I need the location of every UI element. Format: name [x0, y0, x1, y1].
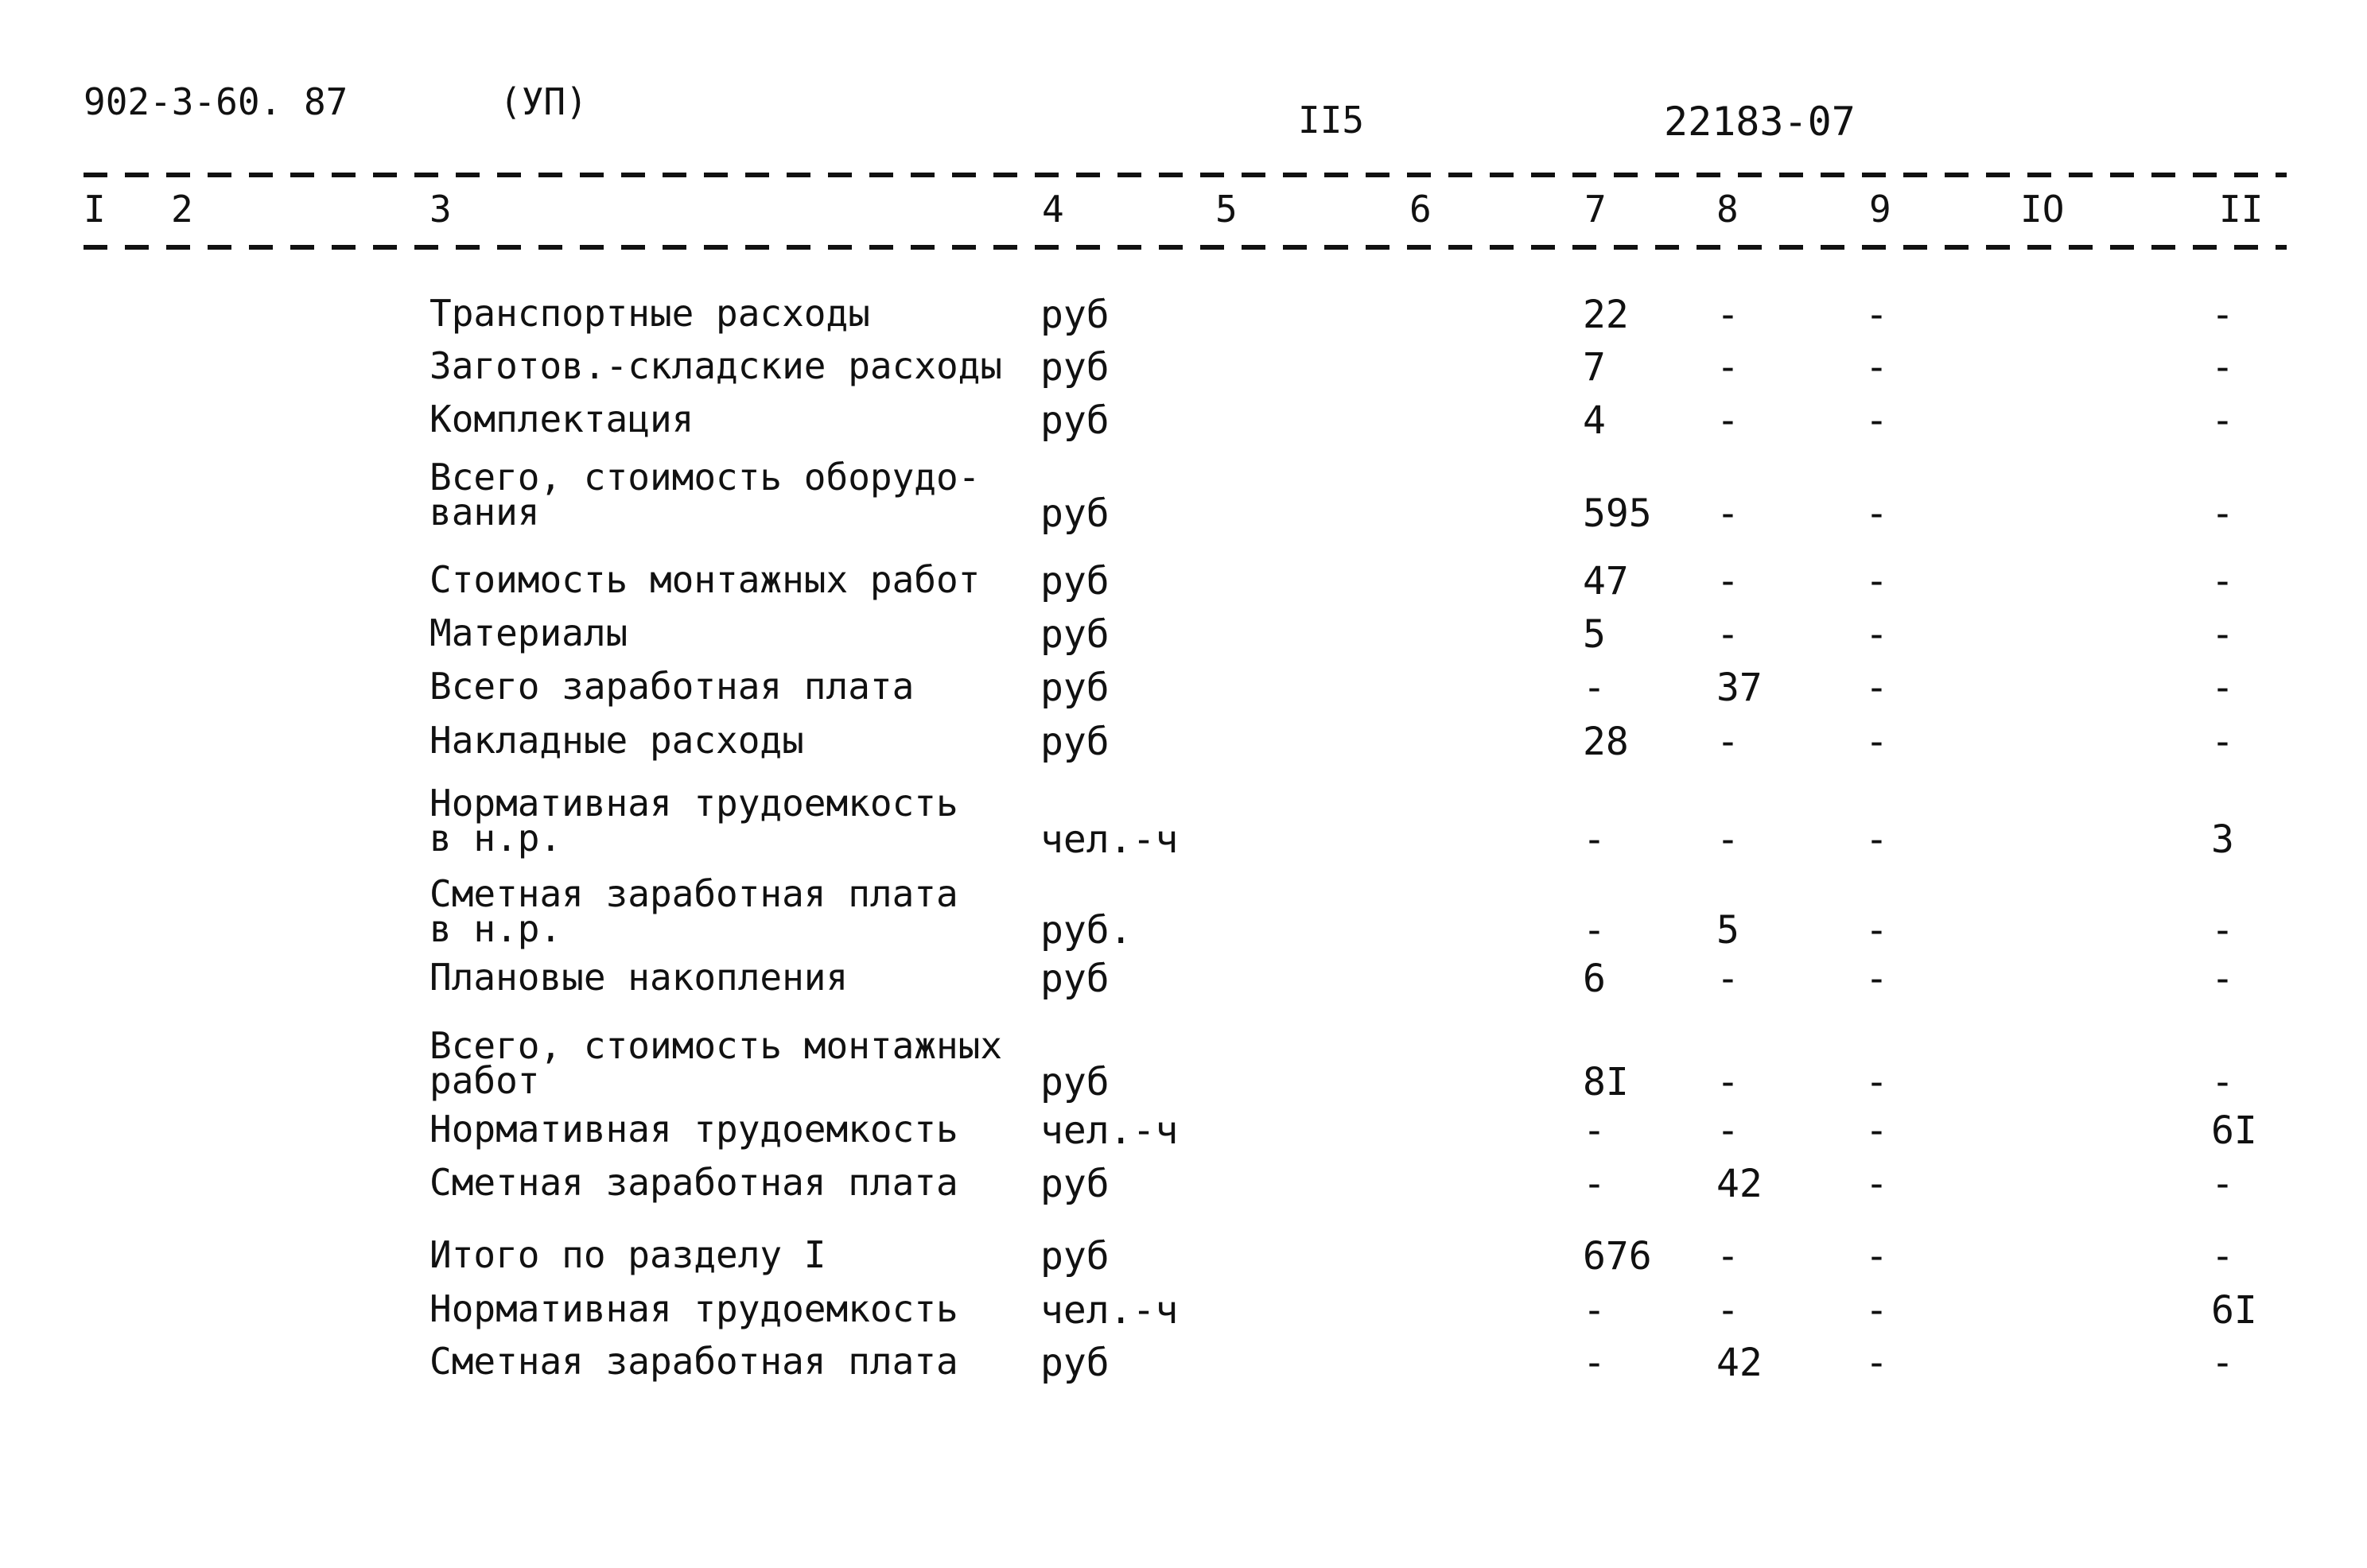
row-description: Накладные расходы	[429, 719, 804, 762]
row-col9-value: -	[1865, 612, 1888, 657]
row-col11-value: -	[2211, 559, 2234, 604]
table-row	[0, 719, 2367, 786]
row-description: Сметная заработная плата	[429, 1161, 958, 1204]
row-col7-value: -	[1583, 1108, 1606, 1153]
column-number-2: 2	[171, 188, 193, 231]
row-col7-value: 595	[1583, 491, 1652, 536]
row-col9-value: -	[1865, 1341, 1888, 1385]
row-col7-value: 4	[1583, 398, 1606, 443]
table-row	[0, 1024, 2367, 1104]
row-description: Всего, стоимость оборудо- вания	[429, 456, 981, 534]
row-unit: руб	[1040, 666, 1110, 710]
row-unit: руб.	[1040, 908, 1133, 953]
row-col11-value: -	[2211, 1234, 2234, 1279]
row-col8-value: 37	[1716, 666, 1763, 710]
row-col8-value: 5	[1716, 908, 1739, 953]
table-row	[0, 956, 2367, 1023]
row-col9-value: -	[1865, 1162, 1888, 1206]
row-col9-value: -	[1865, 666, 1888, 710]
row-col11-value: 6I	[2211, 1288, 2257, 1333]
row-col9-value: -	[1865, 957, 1888, 1001]
row-description: Нормативная трудоемкость	[429, 1287, 958, 1330]
page-number: II5	[1298, 99, 1365, 142]
column-number-1: I	[84, 188, 106, 231]
row-unit: руб	[1040, 612, 1110, 657]
row-col9-value: -	[1865, 293, 1888, 337]
row-col7-value: 47	[1583, 559, 1629, 604]
row-col9-value: -	[1865, 1060, 1888, 1104]
table-row	[0, 456, 2367, 536]
row-unit: чел.-ч	[1040, 817, 1179, 862]
row-col7-value: 6	[1583, 957, 1606, 1001]
row-col9-value: -	[1865, 817, 1888, 862]
row-description: Нормативная трудоемкость в н.р.	[429, 782, 958, 860]
column-number-10: IO	[2020, 188, 2065, 231]
row-col8-value: -	[1716, 1234, 1739, 1279]
row-description: Плановые накопления	[429, 956, 849, 999]
row-description: Транспортные расходы	[429, 292, 870, 335]
row-col8-value: -	[1716, 1288, 1739, 1333]
row-col9-value: -	[1865, 398, 1888, 443]
row-col8-value: -	[1716, 612, 1739, 657]
row-description: Материалы	[429, 611, 628, 654]
row-col7-value: 676	[1583, 1234, 1652, 1279]
row-col11-value: -	[2211, 666, 2234, 710]
row-col11-value: -	[2211, 491, 2234, 536]
row-unit: руб	[1040, 491, 1110, 536]
row-unit: руб	[1040, 398, 1110, 443]
row-unit: руб	[1040, 957, 1110, 1001]
table-row	[0, 1161, 2367, 1228]
row-col8-value: -	[1716, 491, 1739, 536]
row-col8-value: -	[1716, 398, 1739, 443]
header-bottom-rule	[84, 245, 2287, 250]
row-unit: руб	[1040, 293, 1110, 337]
row-col11-value: 3	[2211, 817, 2234, 862]
row-col11-value: -	[2211, 908, 2234, 953]
row-unit: руб	[1040, 1060, 1110, 1104]
row-col11-value: -	[2211, 1341, 2234, 1385]
row-col8-value: -	[1716, 817, 1739, 862]
document-mark: (УП)	[499, 80, 588, 123]
row-description: Сметная заработная плата	[429, 1340, 958, 1383]
row-col7-value: -	[1583, 908, 1606, 953]
row-col7-value: 22	[1583, 293, 1629, 337]
row-col8-value: -	[1716, 559, 1739, 604]
column-number-5: 5	[1215, 188, 1238, 231]
row-col9-value: -	[1865, 559, 1888, 604]
row-col7-value: -	[1583, 1162, 1606, 1206]
row-col9-value: -	[1865, 1108, 1888, 1153]
row-col8-value: -	[1716, 1060, 1739, 1104]
table-row	[0, 782, 2367, 862]
row-description: Нормативная трудоемкость	[429, 1108, 958, 1151]
column-number-6: 6	[1409, 188, 1432, 231]
row-col8-value: 42	[1716, 1341, 1763, 1385]
column-number-9: 9	[1869, 188, 1891, 231]
row-col9-value: -	[1865, 908, 1888, 953]
row-col11-value: -	[2211, 720, 2234, 764]
row-description: Всего, стоимость монтажных работ	[429, 1024, 1003, 1102]
document-number: 902-3-60. 87	[84, 80, 348, 123]
row-unit: чел.-ч	[1040, 1288, 1179, 1333]
row-col11-value: 6I	[2211, 1108, 2257, 1153]
row-col8-value: -	[1716, 720, 1739, 764]
row-col11-value: -	[2211, 345, 2234, 390]
row-col11-value: -	[2211, 398, 2234, 443]
table-row	[0, 872, 2367, 953]
document-code: 22183-07	[1664, 99, 1856, 145]
column-number-11: II	[2219, 188, 2264, 231]
column-number-7: 7	[1584, 188, 1607, 231]
row-col9-value: -	[1865, 1234, 1888, 1279]
row-col11-value: -	[2211, 1162, 2234, 1206]
row-col8-value: -	[1716, 1108, 1739, 1153]
table-row	[0, 398, 2367, 465]
row-description: Комплектация	[429, 398, 694, 441]
row-unit: руб	[1040, 720, 1110, 764]
row-description: Всего заработная плата	[429, 665, 915, 708]
row-unit: руб	[1040, 345, 1110, 390]
column-number-8: 8	[1716, 188, 1739, 231]
row-unit: чел.-ч	[1040, 1108, 1179, 1153]
row-col9-value: -	[1865, 491, 1888, 536]
row-col7-value: 5	[1583, 612, 1606, 657]
row-col9-value: -	[1865, 345, 1888, 390]
row-unit: руб	[1040, 1234, 1110, 1279]
row-col8-value: -	[1716, 293, 1739, 337]
header-top-rule	[84, 173, 2287, 177]
row-col7-value: 8I	[1583, 1060, 1629, 1104]
row-description: Итого по разделу I	[429, 1233, 826, 1276]
row-description: Стоимость монтажных работ	[429, 558, 981, 601]
row-col7-value: -	[1583, 1288, 1606, 1333]
row-col8-value: -	[1716, 345, 1739, 390]
row-unit: руб	[1040, 559, 1110, 604]
row-col9-value: -	[1865, 1288, 1888, 1333]
row-col8-value: 42	[1716, 1162, 1763, 1206]
row-col8-value: -	[1716, 957, 1739, 1001]
row-unit: руб	[1040, 1341, 1110, 1385]
row-description: Сметная заработная плата в н.р.	[429, 872, 958, 950]
row-col11-value: -	[2211, 957, 2234, 1001]
row-description: Заготов.-складские расходы	[429, 344, 1003, 387]
row-col7-value: -	[1583, 817, 1606, 862]
row-col7-value: 7	[1583, 345, 1606, 390]
row-col11-value: -	[2211, 293, 2234, 337]
row-col11-value: -	[2211, 1060, 2234, 1104]
column-number-3: 3	[429, 188, 452, 231]
table-row	[0, 1340, 2367, 1407]
row-unit: руб	[1040, 1162, 1110, 1206]
row-col7-value: -	[1583, 1341, 1606, 1385]
column-number-4: 4	[1042, 188, 1064, 231]
row-col7-value: 28	[1583, 720, 1629, 764]
row-col9-value: -	[1865, 720, 1888, 764]
row-col11-value: -	[2211, 612, 2234, 657]
row-col7-value: -	[1583, 666, 1606, 710]
